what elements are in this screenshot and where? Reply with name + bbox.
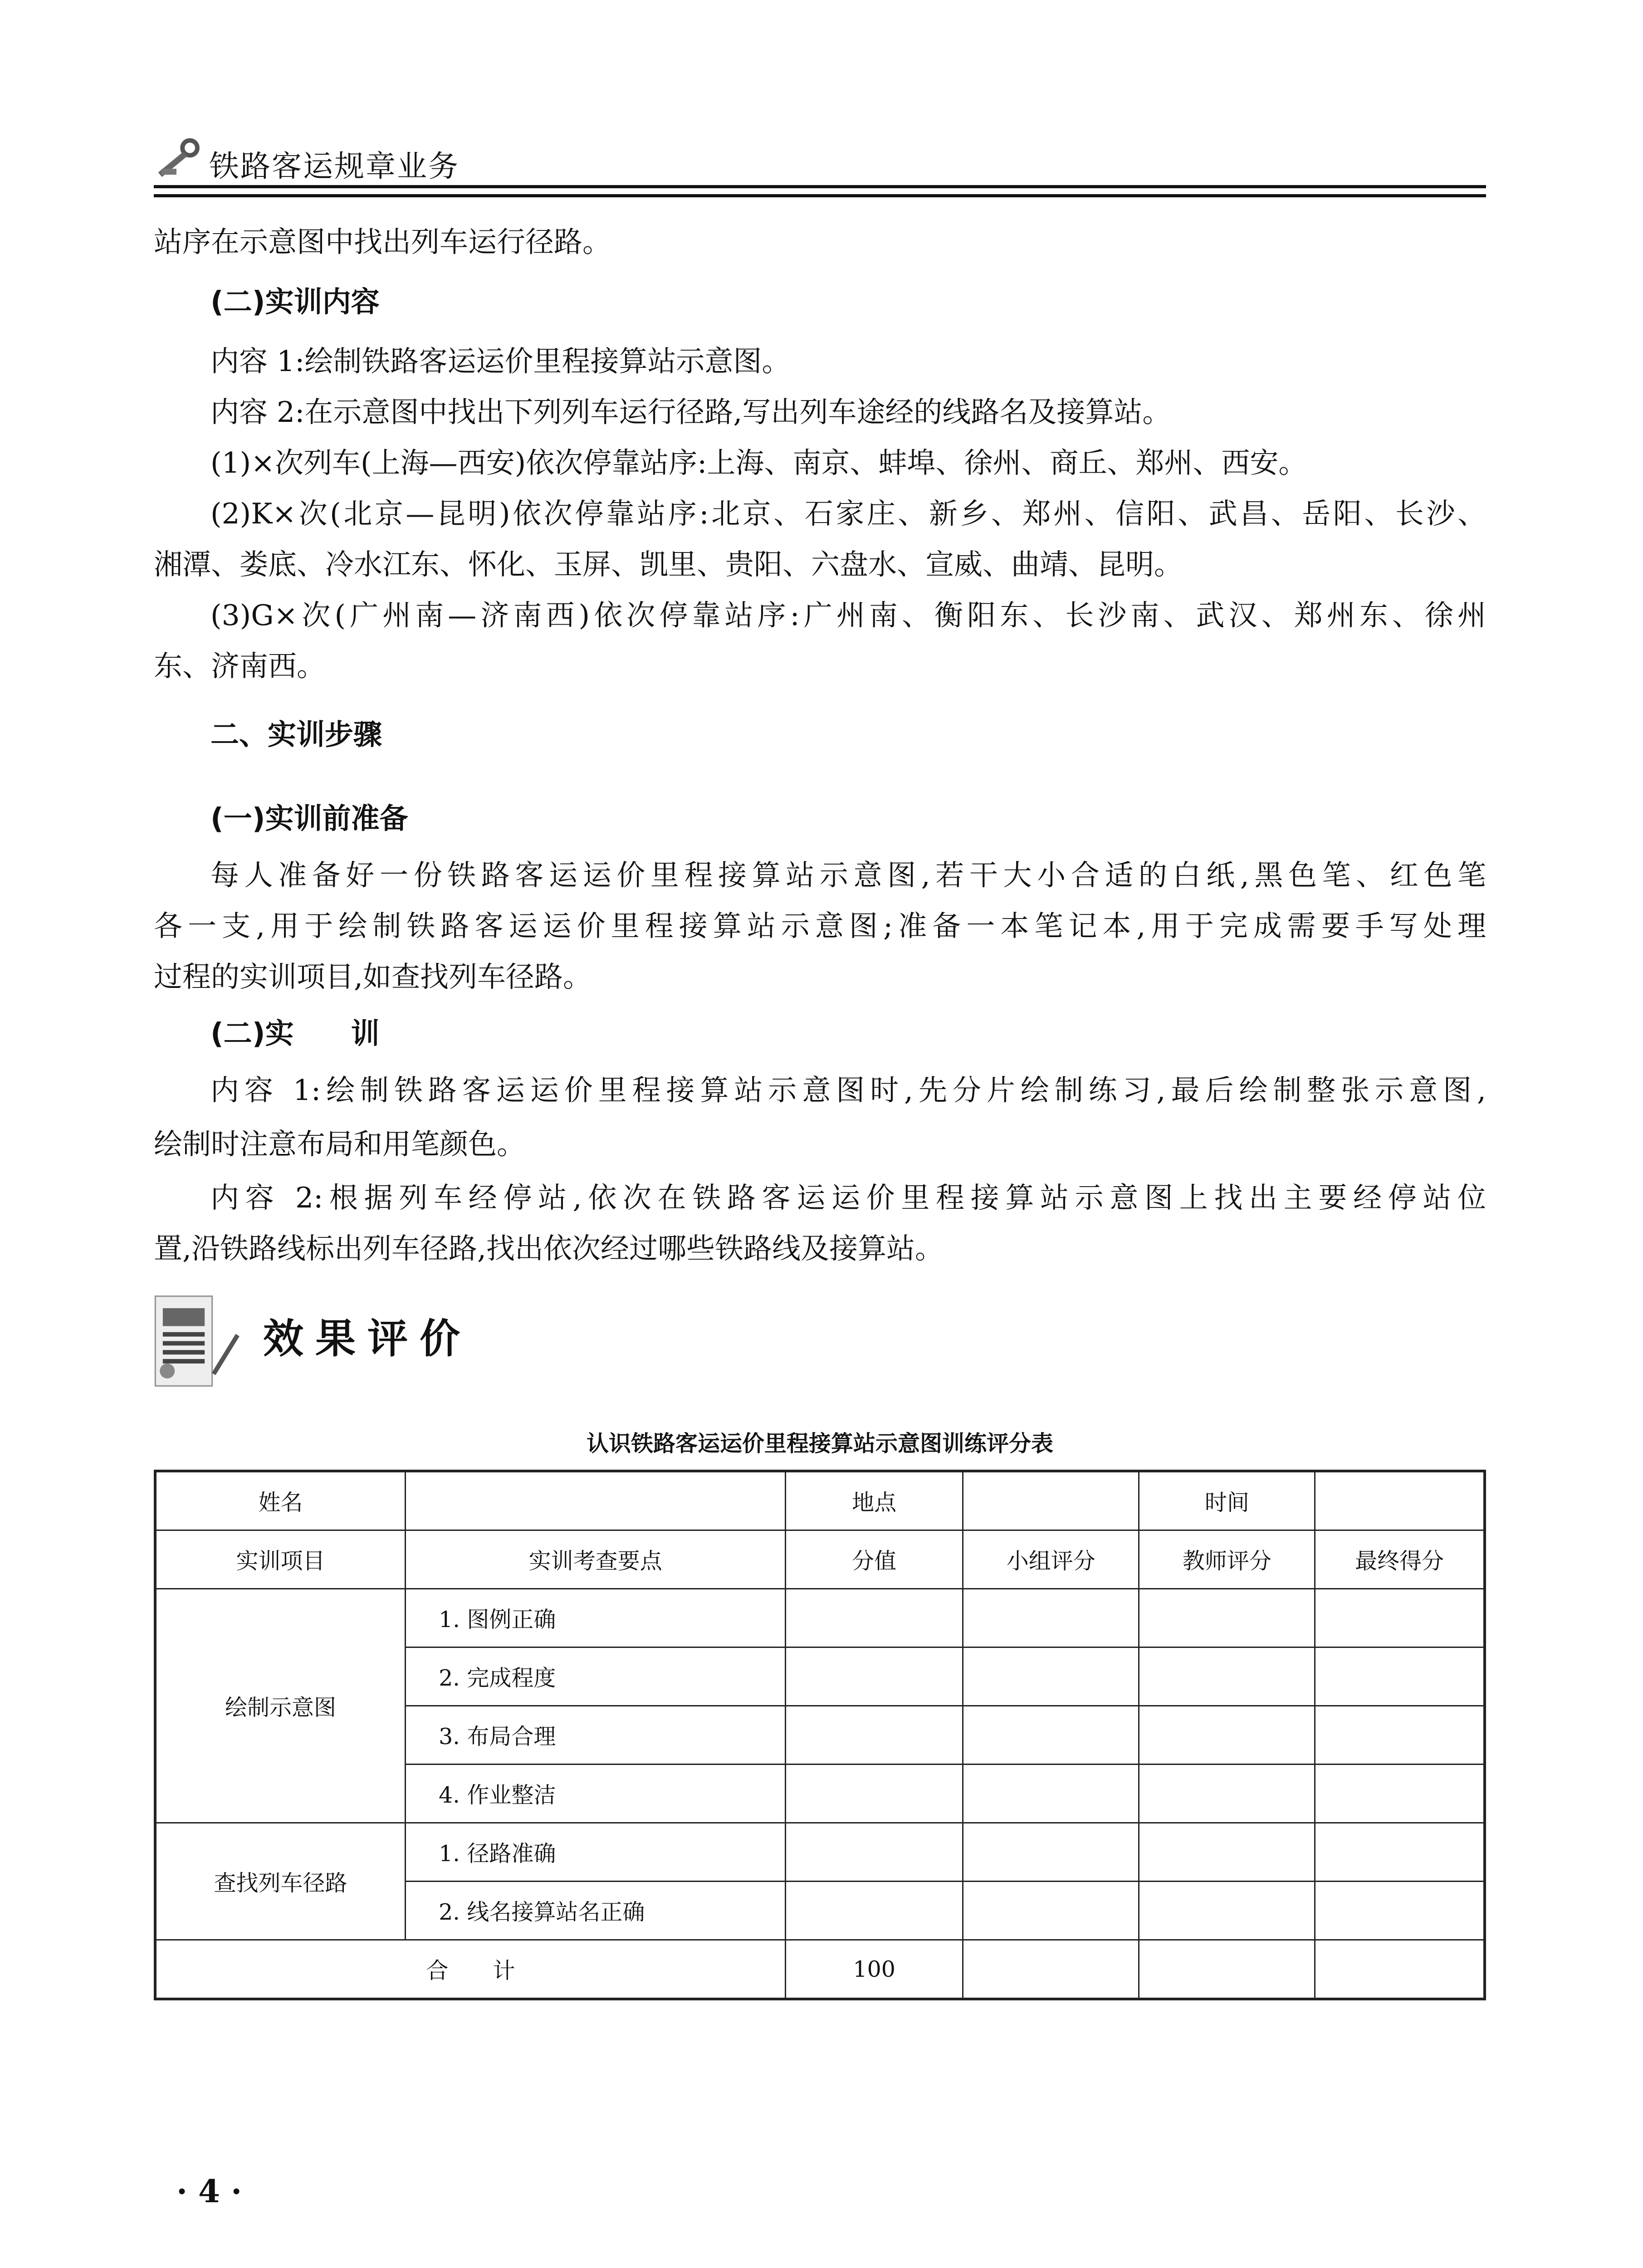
- paragraph-line: 置,沿铁路线标出列车径路,找出依次经过哪些铁路线及接算站。: [154, 1232, 944, 1265]
- point-cell: 3. 布局合理: [406, 1706, 786, 1765]
- paragraph-line: 站序在示意图中找出列车运行径路。: [154, 225, 611, 259]
- heading: 二、实训步骤: [210, 718, 382, 751]
- table-row: [155, 1589, 1485, 1647]
- item-cell: 绘制示意图: [155, 1589, 406, 1823]
- point-cell: 4. 作业整洁: [406, 1765, 786, 1823]
- header-rule-top: [154, 185, 1486, 188]
- item-cell: 查找列车径路: [155, 1823, 406, 1940]
- heading: (二)实 训: [210, 1017, 380, 1050]
- paragraph-line: 各一支,用于绘制铁路客运运价里程接算站示意图;准备一本笔记本,用于完成需要手写处理: [154, 909, 1486, 943]
- page-number: · 4 ·: [176, 2173, 242, 2210]
- heading: (一)实训前准备: [210, 802, 408, 835]
- place-label: 地点: [786, 1471, 963, 1530]
- point-cell: 2. 线名接算站名正确: [406, 1882, 786, 1940]
- table-row: [155, 1823, 1485, 1882]
- column-header: 教师评分: [1139, 1530, 1315, 1589]
- place-cell: [963, 1471, 1139, 1530]
- time-label: 时间: [1139, 1471, 1315, 1530]
- running-header-title: 铁路客运规章业务: [209, 149, 460, 184]
- score-table: [154, 1470, 1486, 2000]
- paragraph-line: 每人准备好一份铁路客运运价里程接算站示意图,若干大小合适的白纸,黑色笔、红色笔: [210, 859, 1486, 892]
- total-label: 合 计: [155, 1940, 786, 1999]
- point-cell: 1. 径路准确: [406, 1823, 786, 1882]
- paragraph-line: 湘潭、娄底、冷水江东、怀化、玉屏、凯里、贵阳、六盘水、宣威、曲靖、昆明。: [154, 548, 1183, 581]
- paragraph-line: (2)K×次(北京—昆明)依次停靠站序:北京、石家庄、新乡、郑州、信阳、武昌、岳阳、长沙、: [210, 497, 1486, 530]
- paragraph-line: 内容 1:绘制铁路客运运价里程接算站示意图。: [210, 345, 791, 378]
- column-header: 小组评分: [963, 1530, 1139, 1589]
- table-caption: 认识铁路客运运价里程接算站示意图训练评分表: [586, 1431, 1053, 1457]
- time-cell: [1315, 1471, 1485, 1530]
- column-header: 实训项目: [155, 1530, 406, 1589]
- heading: (二)实训内容: [210, 285, 380, 318]
- column-header: 最终得分: [1315, 1530, 1485, 1589]
- section-title: 效果评价: [263, 1315, 472, 1362]
- paragraph-line: 内容 1:绘制铁路客运运价里程接算站示意图时,先分片绘制练习,最后绘制整张示意图,: [210, 1074, 1486, 1107]
- paragraph-line: (3)G×次(广州南—济南西)依次停靠站序:广州南、衡阳东、长沙南、武汉、郑州东、徐州: [210, 599, 1486, 632]
- total-row: [155, 1940, 1485, 1999]
- column-header: 实训考查要点: [406, 1530, 786, 1589]
- table-row: [155, 1471, 1485, 1530]
- point-cell: 1. 图例正确: [406, 1589, 786, 1647]
- paragraph-line: 过程的实训项目,如查找列车径路。: [154, 960, 592, 993]
- paragraph-line: 内容 2:在示意图中找出下列列车运行径路,写出列车途经的线路名及接算站。: [210, 396, 1171, 429]
- column-header: 分值: [786, 1530, 963, 1589]
- key-icon: [151, 137, 202, 179]
- paragraph-line: 东、济南西。: [154, 650, 325, 683]
- table-header-row: [155, 1530, 1485, 1589]
- name-label: 姓名: [155, 1471, 406, 1530]
- name-cell: [406, 1471, 786, 1530]
- point-cell: 2. 完成程度: [406, 1647, 786, 1706]
- paragraph-line: 内容 2:根据列车经停站,依次在铁路客运运价里程接算站示意图上找出主要经停站位: [210, 1181, 1486, 1214]
- header-rule-bottom: [154, 194, 1486, 197]
- evaluation-certificate-icon: [154, 1293, 244, 1389]
- paragraph-line: (1)×次列车(上海—西安)依次停靠站序:上海、南京、蚌埠、徐州、商丘、郑州、西安。: [210, 446, 1307, 479]
- paragraph-line: 绘制时注意布局和用笔颜色。: [154, 1128, 525, 1161]
- total-value: 100: [786, 1940, 963, 1999]
